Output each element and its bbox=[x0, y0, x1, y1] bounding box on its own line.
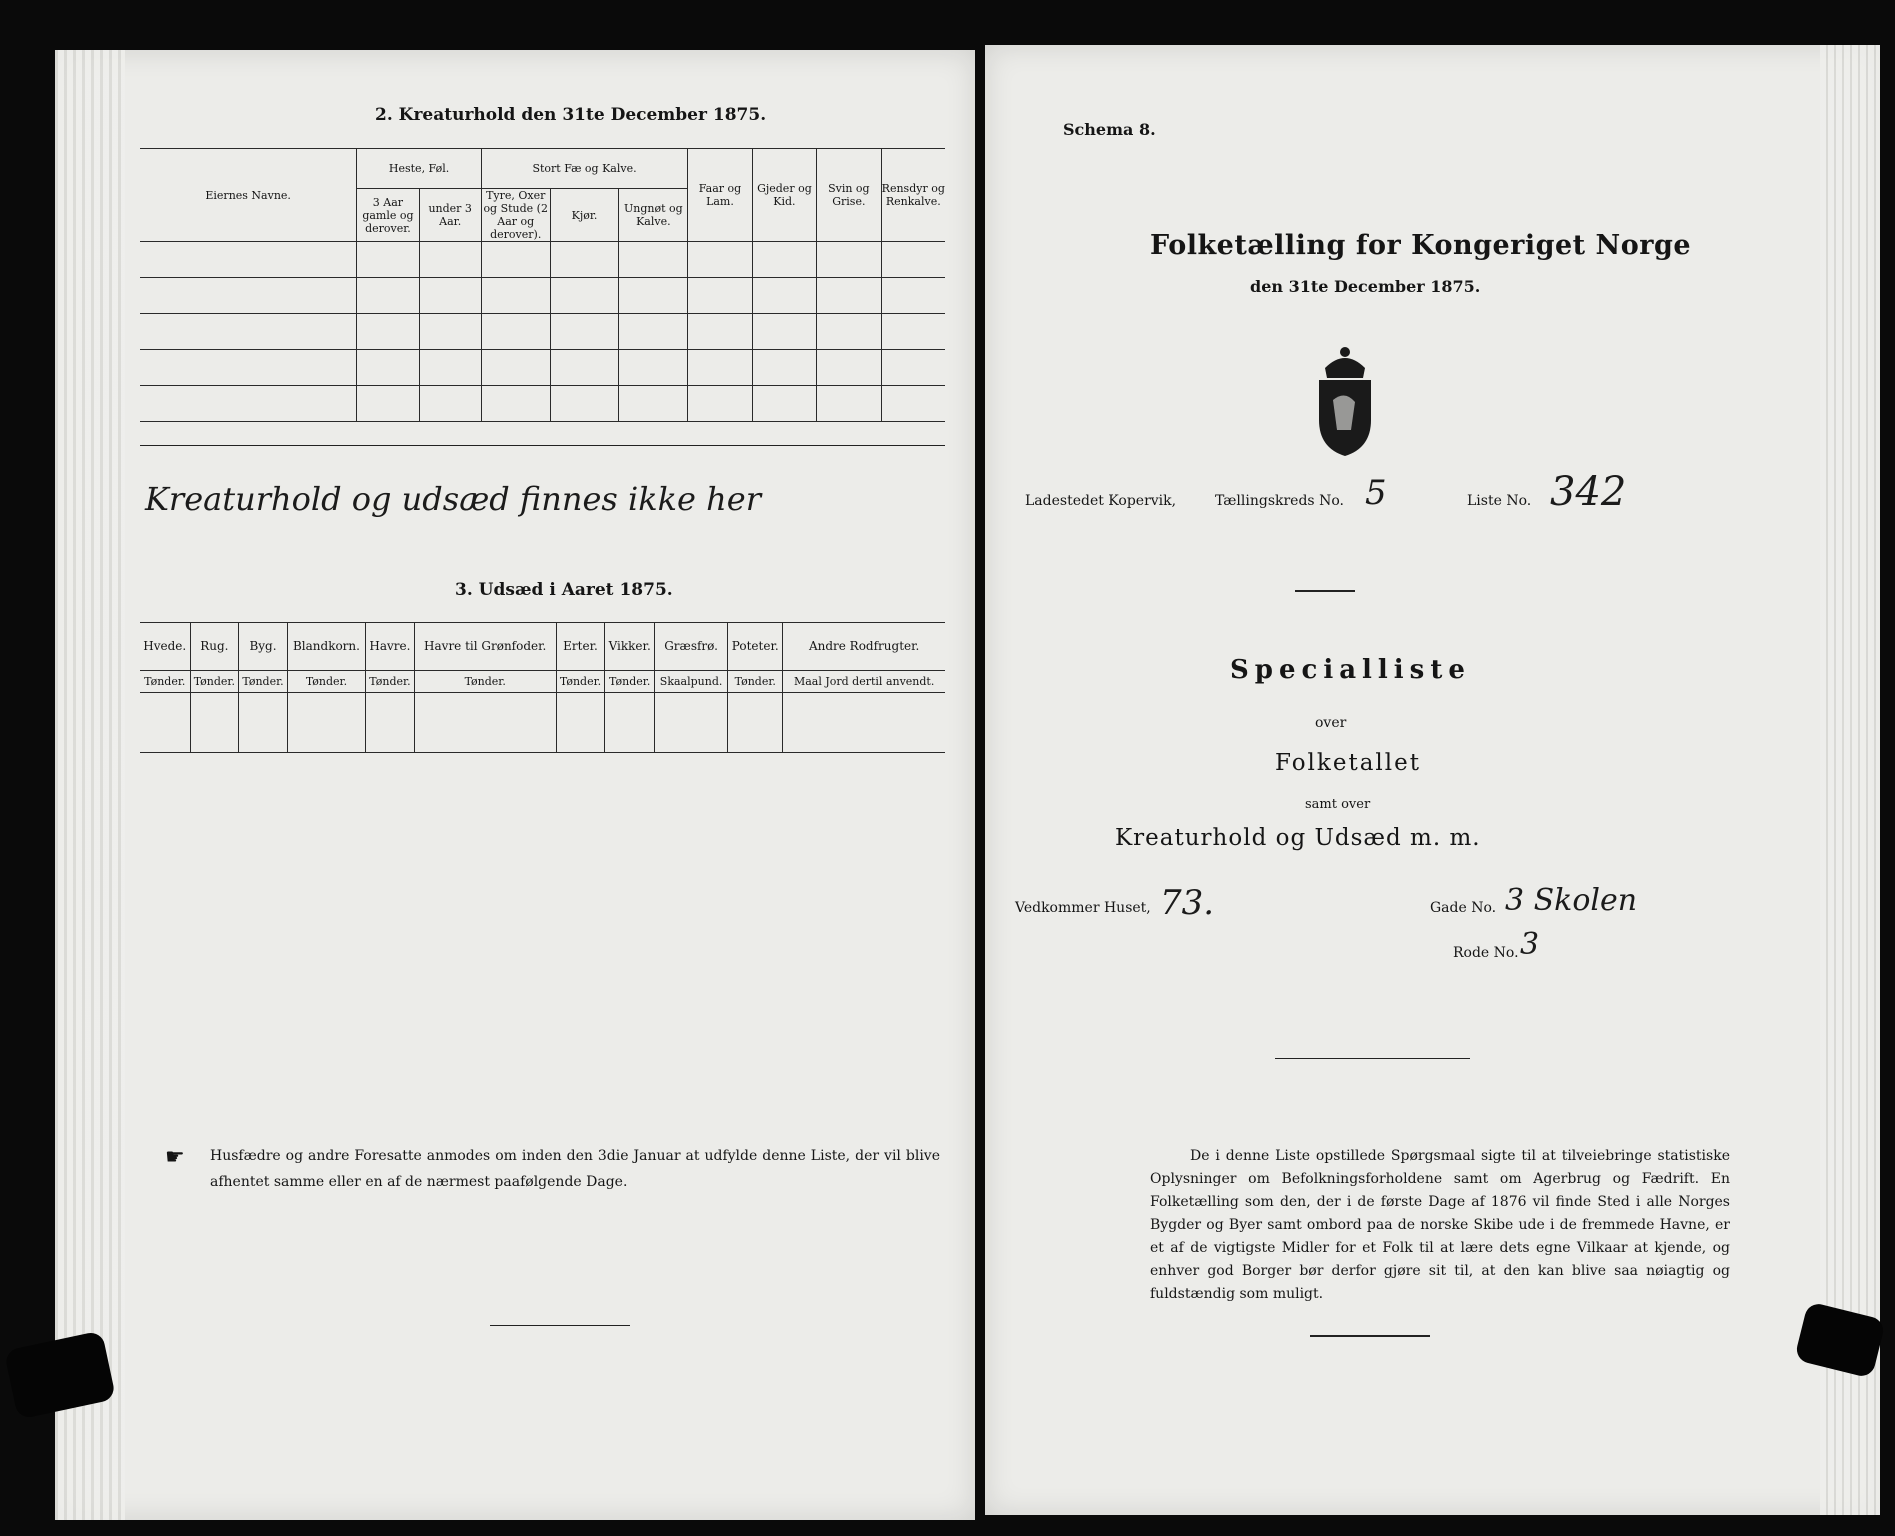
sowing-col-header: Græsfrø. bbox=[655, 623, 728, 671]
sowing-col-header: Rug. bbox=[190, 623, 239, 671]
sowing-col-header: Blandkorn. bbox=[287, 623, 365, 671]
livestock-table bbox=[140, 148, 945, 422]
sowing-col-unit: Tønder. bbox=[140, 671, 190, 693]
table-row bbox=[140, 314, 945, 350]
date-subtitle: den 31te December 1875. bbox=[1250, 277, 1481, 296]
sowing-table bbox=[140, 622, 945, 753]
col-heste: Heste, Føl. bbox=[357, 149, 482, 189]
section2-heading: 2. Kreaturhold den 31te December 1875. bbox=[375, 105, 767, 125]
samt-over-text: samt over bbox=[1305, 797, 1371, 812]
section3-heading: 3. Udsæd i Aaret 1875. bbox=[455, 580, 673, 600]
page-edge-stack bbox=[1820, 45, 1880, 1515]
sowing-col-header: Havre til Grønfoder. bbox=[414, 623, 556, 671]
pointing-hand-icon: ☛ bbox=[165, 1145, 185, 1170]
right-page bbox=[985, 45, 1880, 1515]
sowing-cell bbox=[783, 693, 945, 753]
folketallet-heading: Folketallet bbox=[1275, 750, 1421, 776]
notice-text: Husfædre og andre Foresatte anmodes om inden den 3die Januar at udfylde denne Liste, der vil blive afhentet samme eller en af de nærmest paafølgende Dage. bbox=[210, 1148, 940, 1190]
sowing-col-unit: Tønder. bbox=[366, 671, 415, 693]
sowing-col-unit: Tønder. bbox=[414, 671, 556, 693]
huset-label: Vedkommer Huset, bbox=[1015, 900, 1151, 916]
divider bbox=[1275, 1058, 1470, 1059]
table-row bbox=[140, 242, 945, 278]
page-edge-stack bbox=[55, 50, 125, 1520]
col-owner: Eiernes Navne. bbox=[140, 149, 357, 242]
sowing-col-unit: Tønder. bbox=[190, 671, 239, 693]
sowing-cell bbox=[414, 693, 556, 753]
gade-value: 3 Skolen bbox=[1505, 883, 1638, 918]
kreds-value: 5 bbox=[1365, 473, 1387, 513]
col-svin: Svin og Grise. bbox=[817, 149, 881, 242]
sowing-col-unit: Skaalpund. bbox=[655, 671, 728, 693]
table-row bbox=[140, 350, 945, 386]
sowing-cell bbox=[140, 693, 190, 753]
sowing-col-unit: Tønder. bbox=[239, 671, 288, 693]
liste-value: 342 bbox=[1550, 469, 1627, 515]
col-stort-a: Tyre, Oxer og Stude (2 Aar og derover). bbox=[481, 189, 550, 242]
sowing-col-unit: Tønder. bbox=[605, 671, 655, 693]
col-stort-c: Ungnøt og Kalve. bbox=[619, 189, 688, 242]
sowing-cell bbox=[190, 693, 239, 753]
table-row bbox=[140, 278, 945, 314]
sowing-col-header: Poteter. bbox=[728, 623, 783, 671]
sowing-col-unit: Tønder. bbox=[556, 671, 605, 693]
sowing-cell bbox=[655, 693, 728, 753]
divider bbox=[140, 445, 945, 446]
rode-value: 3 bbox=[1520, 927, 1540, 962]
col-stort-b: Kjør. bbox=[550, 189, 619, 242]
sowing-col-header: Hvede. bbox=[140, 623, 190, 671]
sowing-col-header: Erter. bbox=[556, 623, 605, 671]
over-text: over bbox=[1315, 715, 1347, 731]
rode-label: Rode No. bbox=[1453, 945, 1519, 961]
explanation-text: De i denne Liste opstillede Spørgsmaal sigte til at tilveiebringe statistiske Oplysninger om Befolkningsforholdene samt om Agerbrug og Fædrift. En Folketælling som den, der i de første Dage af 1876 vil finde Sted i alle Norges Bygder og Byer samt ombord paa de norske Skibe ude i de fremmede Havne, er et af de vigtigste Midler for et Folk til at lære dets egne Vilkaar at kjende, og enhver god Borger bør derfor gjøre sit til, at den kan blive saa nøiagtig og fuldstændig som muligt. bbox=[1150, 1148, 1730, 1302]
divider bbox=[1310, 1335, 1430, 1337]
sowing-col-unit: Maal Jord dertil anvendt. bbox=[783, 671, 945, 693]
handwritten-note: Kreaturhold og udsæd finnes ikke her bbox=[145, 480, 761, 518]
gade-label: Gade No. bbox=[1430, 900, 1497, 916]
liste-label: Liste No. bbox=[1467, 493, 1532, 509]
left-page bbox=[55, 50, 975, 1520]
divider bbox=[1295, 590, 1355, 592]
sowing-col-header: Byg. bbox=[239, 623, 288, 671]
divider bbox=[490, 1325, 630, 1326]
sowing-cell bbox=[605, 693, 655, 753]
col-heste-a: 3 Aar gamle og derover. bbox=[357, 189, 419, 242]
coat-of-arms-icon bbox=[1305, 340, 1385, 460]
table-row bbox=[140, 386, 945, 422]
sowing-cell bbox=[728, 693, 783, 753]
huset-value: 73. bbox=[1160, 883, 1215, 923]
col-rensdyr: Rensdyr og Renkalve. bbox=[881, 149, 945, 242]
col-heste-b: under 3 Aar. bbox=[419, 189, 481, 242]
kreds-label: Tællingskreds No. bbox=[1215, 493, 1344, 509]
sowing-col-unit: Tønder. bbox=[287, 671, 365, 693]
page-title: Folketælling for Kongeriget Norge bbox=[1150, 230, 1692, 261]
schema-label: Schema 8. bbox=[1063, 120, 1156, 139]
sowing-col-unit: Tønder. bbox=[728, 671, 783, 693]
sowing-cell bbox=[366, 693, 415, 753]
sowing-col-header: Andre Rodfrugter. bbox=[783, 623, 945, 671]
ladested-label: Ladestedet Kopervik, bbox=[1025, 493, 1177, 509]
sowing-cell bbox=[556, 693, 605, 753]
kreaturhold-heading: Kreaturhold og Udsæd m. m. bbox=[1115, 825, 1481, 851]
specialliste-heading: Specialliste bbox=[1230, 655, 1471, 685]
sowing-cell bbox=[287, 693, 365, 753]
col-stort: Stort Fæ og Kalve. bbox=[481, 149, 687, 189]
sowing-col-header: Havre. bbox=[366, 623, 415, 671]
col-gjeder: Gjeder og Kid. bbox=[752, 149, 816, 242]
sowing-cell bbox=[239, 693, 288, 753]
sowing-col-header: Vikker. bbox=[605, 623, 655, 671]
col-faar: Faar og Lam. bbox=[688, 149, 752, 242]
